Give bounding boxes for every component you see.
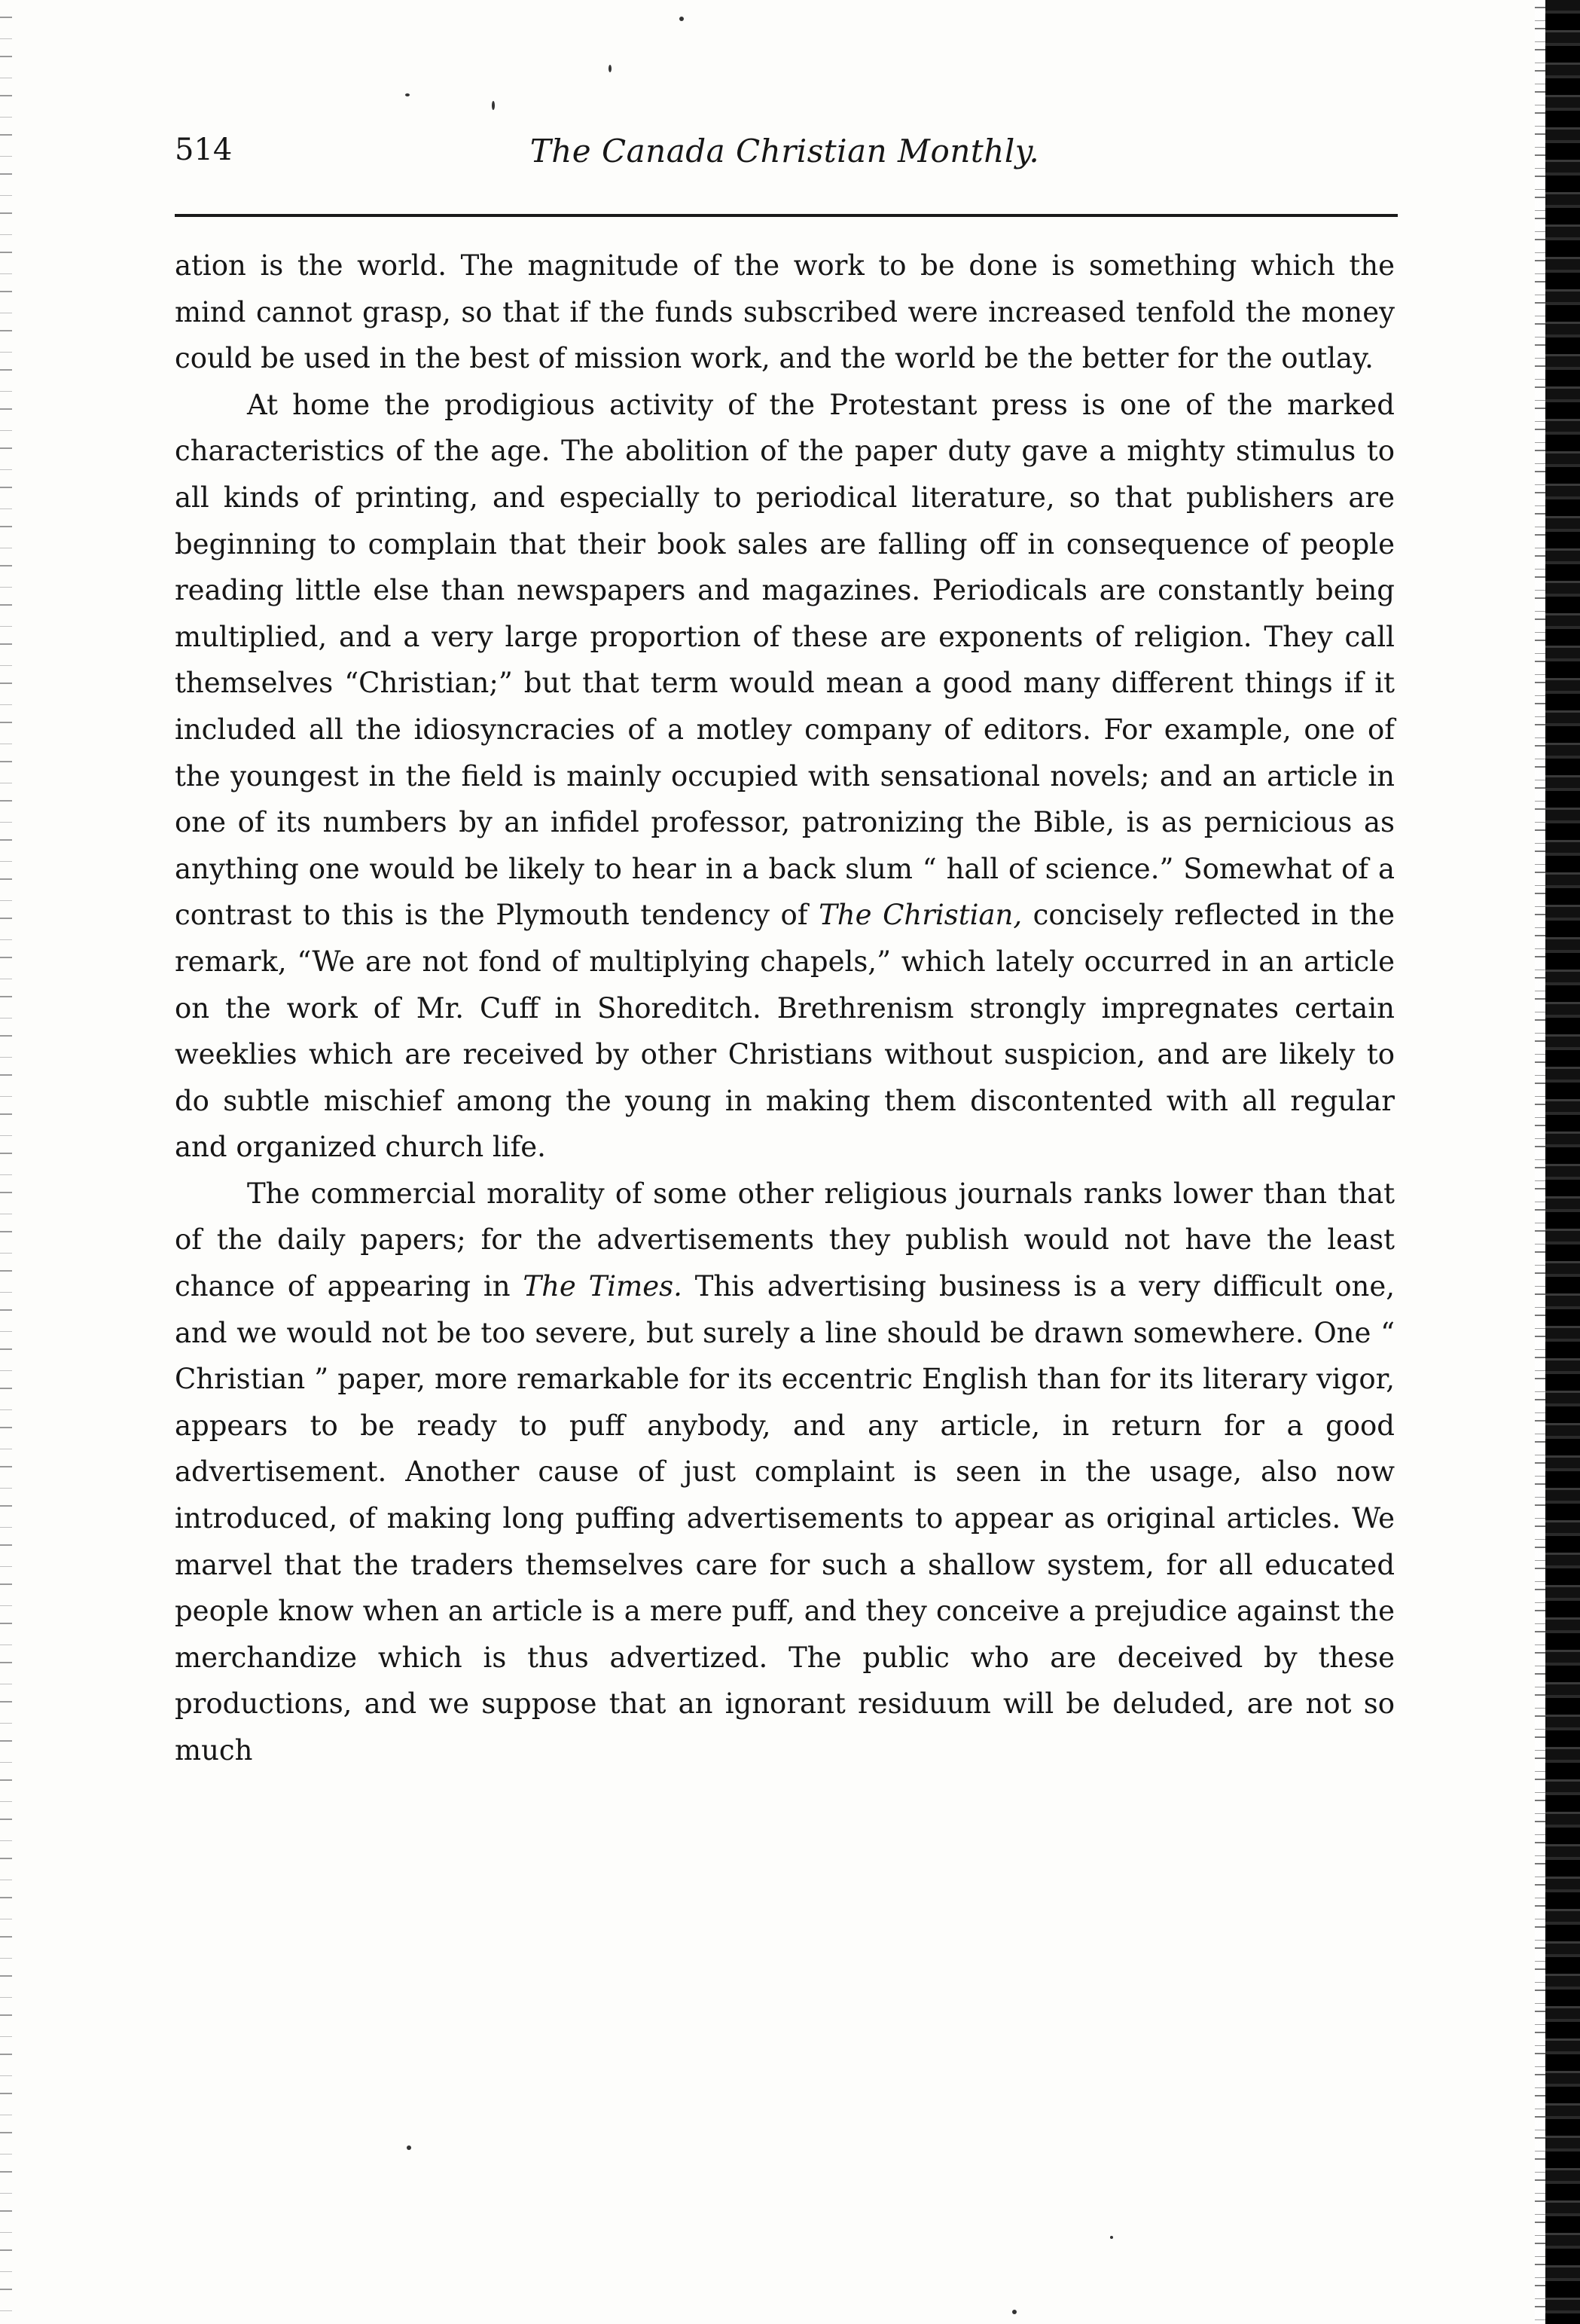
scan-speck <box>1110 2236 1113 2239</box>
scan-speck <box>679 17 684 21</box>
periodical-title: The Times. <box>523 1270 682 1303</box>
paragraph-text: The commercial morality of some other religious journals ranks lower than that of the daily papers; for the advertisements they publish would not have the least chance of appearing in <box>175 1177 1395 1303</box>
paragraph-text: concisely reflected in the remark, “We are not fond of multiplying chapels,” which lately occurred in an article on the work of Mr. Cuff in Shoreditch. Brethrenism strongly impregnates certain weeklies which are received by other Christians without suspicion, and are likely to do subtle mischief among the young in making them discontented with all regular and organized church life. <box>175 899 1395 1164</box>
scan-speck <box>407 2145 411 2150</box>
paragraph: ation is the world. The magnitude of the work to be done is something which the mind cannot grasp, so that if the funds subscribed were increased tenfold the money could be used in the best of mission work, and the world be the better for the outlay. <box>175 249 1395 375</box>
scan-speck <box>405 93 410 96</box>
binding-edge <box>1545 0 1580 2324</box>
paragraph <box>175 1171 1395 1774</box>
article-body <box>175 243 1395 1774</box>
periodical-title: The Christian, <box>819 899 1023 932</box>
running-title: The Canada Christian Monthly. <box>529 133 1040 169</box>
paragraph-text: At home the prodigious activity of the Protestant press is one of the marked characteristics of the age. The abolition of the paper duty gave a mighty stimulus to all kinds of printing, and especially to periodical literature, so that publishers are beginning to complain that their book sales are falling off in consequence of people reading little else than newspapers and magazines. Periodicals are constantly being multiplied, and a very large proportion of these are exponents of religion. They call themselves “Christian;” but that term would mean a good many different things if it included all the idiosyncracies of a motley company of editors. For example, one of the youngest in the field is mainly occupied with sensational novels; and an article in one of its numbers by an infidel professor, patronizing the Bible, is as pernicious as anything one would be likely to hear in a back slum “ hall of science.” Somewhat of a contrast to this is the Plymouth tendency of <box>175 388 1395 932</box>
paragraph-text: This advertising business is a very difficult one, and we would not be too severe, but surely a line should be drawn somewhere. One “ Christian ” paper, more remarkable for its eccentric English than for its literary vigor, appears to be ready to puff anybody, and any article, in return for a good advertisement. Another cause of just complaint is seen in the usage, also now introduced, of making long puffing advertisements to appear as original articles. We marvel that the traders themselves care for such a shallow system, for all educated people know when an article is a mere puff, and they conceive a prejudice against the merchandize which is thus advertized. The public who are deceived by these productions, and we suppose that an ignorant residuum will be deluded, are not so much <box>175 1270 1395 1767</box>
scan-left-edge <box>0 0 12 2324</box>
page-header <box>175 121 1395 181</box>
page-number: 514 <box>175 133 233 167</box>
scan-speck <box>1012 2310 1017 2314</box>
scan-speck <box>609 65 612 72</box>
binding-shadow <box>1535 0 1545 2324</box>
paragraph <box>175 382 1395 1171</box>
scan-speck <box>492 101 495 110</box>
header-rule <box>175 214 1398 217</box>
